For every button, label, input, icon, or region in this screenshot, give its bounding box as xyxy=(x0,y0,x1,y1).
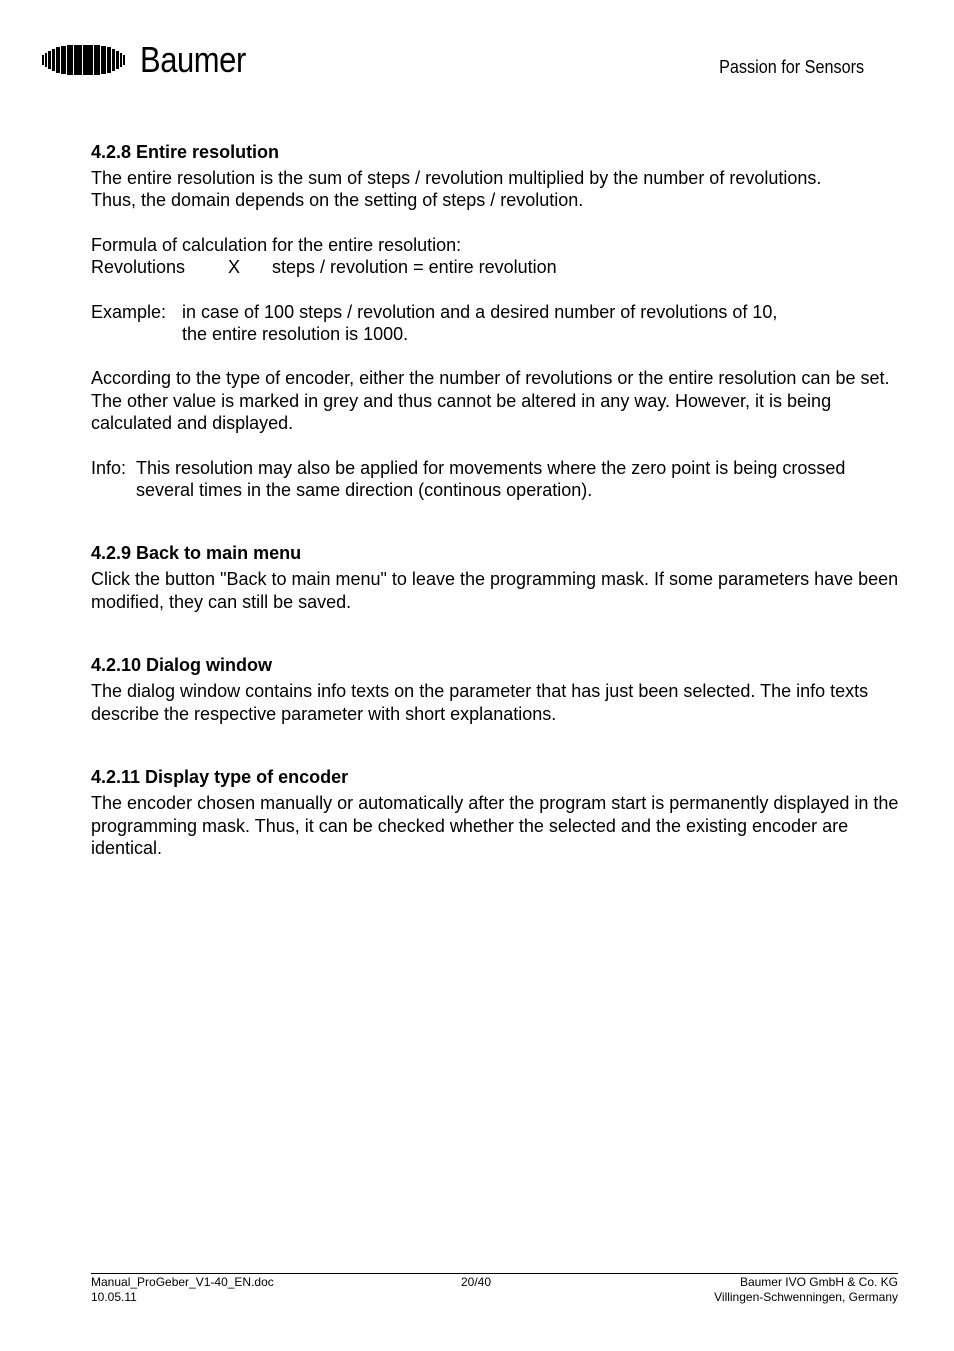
tagline: Passion for Sensors xyxy=(719,57,864,77)
formula-operator: X xyxy=(228,257,241,278)
formula-term-a: Revolutions xyxy=(91,257,186,278)
footer-company: Baumer IVO GmbH & Co. KG xyxy=(739,1275,898,1289)
example-block xyxy=(91,301,903,346)
formula-term-b: steps / revolution = entire revolution xyxy=(272,257,557,278)
section-heading: 4.2.8 Entire resolution xyxy=(91,142,280,162)
footer-page-number: 20/40 xyxy=(461,1275,492,1289)
footer-right xyxy=(714,1275,898,1305)
formula-title: Formula of calculation for the entire resolution: xyxy=(91,234,462,255)
footer-doc: Manual_ProGeber_V1-40_EN.doc xyxy=(91,1275,274,1289)
brand-name: Baumer xyxy=(140,39,246,80)
example-line: the entire resolution is 1000. xyxy=(182,324,409,345)
info-text: This resolution may also be applied for movements where the zero point is being crossed several times in the same direction (continous operation). xyxy=(136,457,846,501)
paragraph: Thus, the domain depends on the setting of steps / revolution. xyxy=(91,190,584,211)
footer-left xyxy=(91,1275,274,1305)
footer-divider xyxy=(91,1273,898,1274)
paragraph: According to the type of encoder, either the number of revolutions or the entire resolution can be set. The other value is marked in grey and thus cannot be altered in any way. However, it is being calculated and displayed. xyxy=(91,368,890,434)
footer-date: 10.05.11 xyxy=(91,1290,137,1304)
logo-bars-icon xyxy=(42,45,126,75)
footer-location: Villingen-Schwenningen, Germany xyxy=(714,1290,898,1304)
section-heading: 4.2.10 Dialog window xyxy=(91,655,273,676)
info-label: Info: xyxy=(91,457,127,478)
section-heading: 4.2.9 Back to main menu xyxy=(91,543,302,564)
section-heading: 4.2.11 Display type of encoder xyxy=(91,767,349,788)
paragraph: The entire resolution is the sum of steps / revolution multiplied by the number of revolutions. xyxy=(91,168,822,188)
formula xyxy=(91,256,903,278)
paragraph: Click the button "Back to main menu" to leave the programming mask. If some parameters have been modified, they can still be saved. xyxy=(91,569,899,612)
paragraph: The encoder chosen manually or automatically after the program start is permanently displayed in the programming mask. Thus, it can be checked whether the selected and the existing encoder are identical. xyxy=(91,793,899,858)
paragraph: The dialog window contains info texts on the parameter that has just been selected. The info texts describe the respective parameter with short explanations. xyxy=(91,681,869,724)
page-content xyxy=(91,141,903,859)
example-label: Example: xyxy=(91,301,167,322)
example-line: in case of 100 steps / revolution and a desired number of revolutions of 10, xyxy=(182,301,778,322)
baumer-logo xyxy=(42,39,263,80)
info-block xyxy=(91,457,903,502)
